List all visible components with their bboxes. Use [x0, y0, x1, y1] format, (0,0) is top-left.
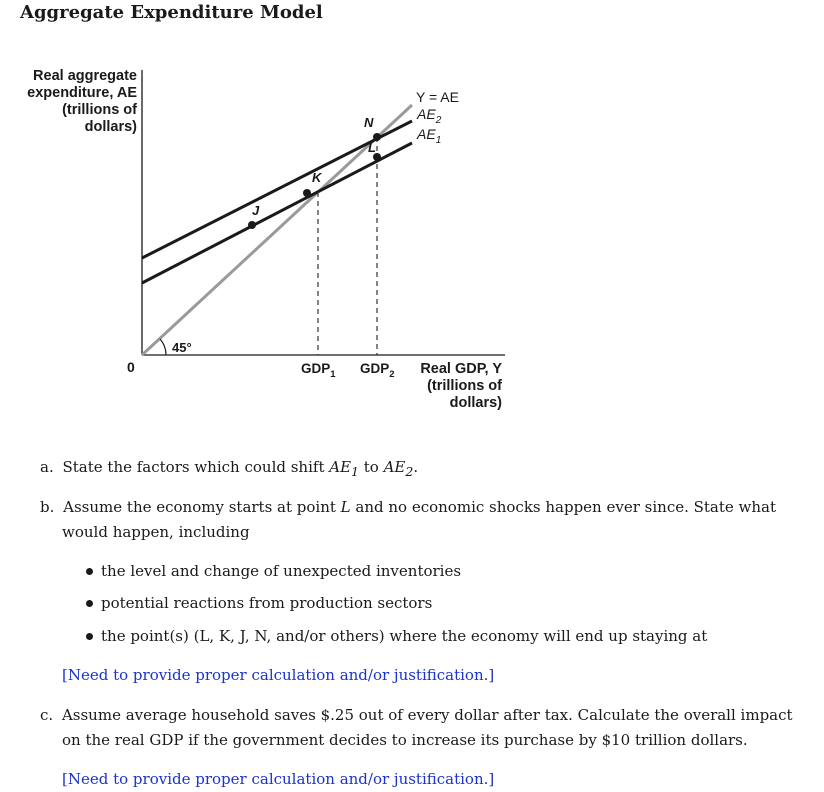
point-l-label: L	[368, 140, 376, 155]
angle-label: 45°	[172, 340, 192, 355]
bullet-dot-3	[86, 633, 93, 640]
question-b-bullet-1: the level and change of unexpected inventories	[101, 562, 462, 580]
point-j-label: J	[252, 203, 260, 218]
x-axis-label-1: Real GDP, Y	[420, 361, 502, 377]
question-c-label: c.	[40, 706, 54, 724]
y-axis-label-1: Real aggregate	[33, 68, 137, 84]
y-axis-label-4: dollars)	[84, 119, 137, 135]
question-b-note: [Need to provide proper calculation and/or justification.]	[62, 666, 495, 684]
x-axis-label-3: dollars)	[449, 395, 502, 411]
point-k-label: K	[312, 170, 322, 185]
question-c-line2: on the real GDP if the government decides to increase its purchase by $10 trillion dollars.	[62, 731, 748, 749]
y-axis-label-3: (trillions of	[62, 102, 137, 118]
question-b-line2: would happen, including	[62, 523, 250, 541]
origin-label: 0	[127, 359, 135, 375]
point-n-label: N	[364, 115, 374, 130]
question-a	[40, 455, 418, 484]
question-b-bullet-2: potential reactions from production sectors	[101, 594, 433, 612]
question-b-label: b.	[40, 498, 55, 516]
point-j-dot	[248, 221, 256, 229]
ae1-line-label: $AE_1$	[417, 126, 442, 146]
gdp2-tick-label: $GDP_2$	[360, 361, 395, 380]
diagonal-line-label: Y = AE	[416, 89, 459, 105]
ae2-line-label: $AE_2$	[417, 106, 442, 126]
page-title: Aggregate Expenditure Model	[20, 2, 323, 23]
question-a-label: a.	[40, 458, 54, 476]
bullet-dot-1	[86, 568, 93, 575]
gdp1-tick-label: $GDP_1$	[301, 361, 336, 380]
bullet-dot-2	[86, 600, 93, 607]
question-b-bullet-3: the point(s) (L, K, J, N, and/or others) where the economy will end up staying at	[101, 627, 708, 645]
ae1-line	[142, 143, 412, 283]
point-k-dot	[303, 189, 311, 197]
question-c-note: [Need to provide proper calculation and/or justification.]	[62, 770, 495, 788]
question-a-text: State the factors which could shift $AE_1$ to $AE_2$.	[62, 458, 419, 479]
question-b-line1: b. Assume the economy starts at point L and no economic shocks happen ever since. State what	[40, 498, 777, 516]
y-axis-label-2: expenditure, AE	[27, 85, 137, 101]
angle-arc	[160, 339, 166, 355]
x-axis-label-2: (trillions of	[427, 378, 502, 394]
question-c-line1: c. Assume average household saves $.25 out of every dollar after tax. Calculate the overall impact	[40, 706, 793, 724]
